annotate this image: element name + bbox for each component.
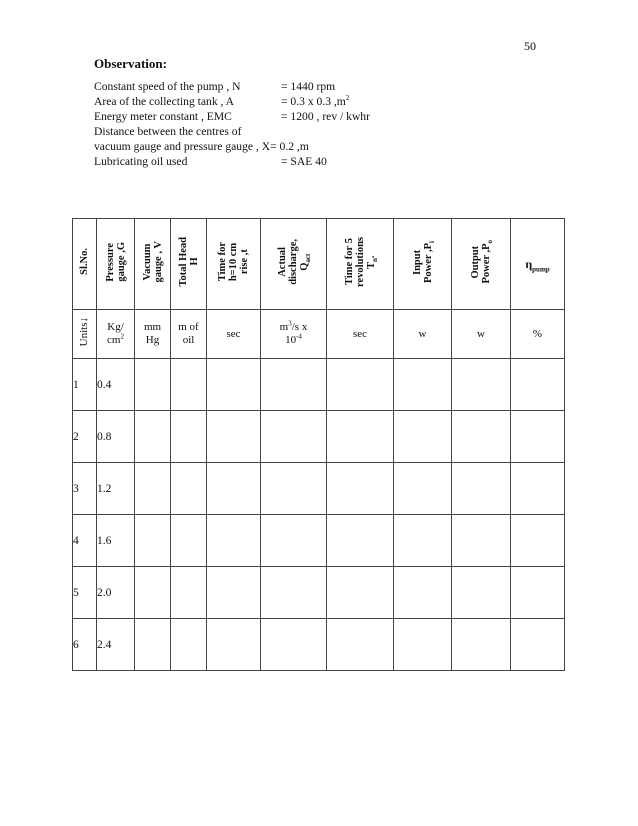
obs-emc-label: Energy meter constant , EMC [94,110,232,123]
cell-empty [171,359,207,411]
header-total-head: Total Head H [171,219,207,310]
unit-input: w [394,310,452,359]
cell-empty [327,463,394,515]
cell-empty [452,567,511,619]
cell-empty [261,411,327,463]
cell-slno: 4 [73,515,97,567]
obs-oil-value: = SAE 40 [281,155,327,168]
cell-pressure: 0.4 [97,359,135,411]
cell-slno: 6 [73,619,97,671]
obs-area-label: Area of the collecting tank , A [94,95,235,108]
cell-empty [511,567,565,619]
cell-empty [135,619,171,671]
cell-empty [207,515,261,567]
cell-empty [394,619,452,671]
cell-empty [452,619,511,671]
cell-pressure: 2.4 [97,619,135,671]
obs-emc-value: = 1200 , rev / kwhr [281,110,370,123]
page-number: 50 [524,39,536,53]
cell-empty [394,567,452,619]
cell-empty [261,463,327,515]
header-efficiency: $\eta_{pump}$ [511,219,565,310]
cell-empty [207,567,261,619]
cell-empty [207,619,261,671]
obs-distance-label: Distance between the centres of [94,125,242,138]
table-row [73,411,565,463]
cell-empty [261,359,327,411]
table-row [73,463,565,515]
cell-empty [394,359,452,411]
cell-slno: 2 [73,411,97,463]
header-vacuum: Vacuum gauge , V [135,219,171,310]
unit-head: m of oil [171,310,207,359]
cell-empty [511,359,565,411]
observation-heading: Observation: [94,56,167,71]
header-input-power: Input Power $,P_i$ [394,219,452,310]
unit-output: w [452,310,511,359]
cell-empty [207,359,261,411]
cell-pressure: 1.2 [97,463,135,515]
cell-empty [511,411,565,463]
cell-empty [452,515,511,567]
cell-empty [511,619,565,671]
cell-empty [135,515,171,567]
cell-pressure: 1.6 [97,515,135,567]
cell-empty [135,463,171,515]
cell-empty [327,515,394,567]
cell-empty [171,411,207,463]
cell-empty [452,463,511,515]
cell-empty [394,463,452,515]
cell-empty [452,359,511,411]
cell-empty [135,359,171,411]
cell-empty [394,515,452,567]
table-row [73,359,565,411]
obs-oil-label: Lubricating oil used [94,155,188,168]
cell-empty [207,463,261,515]
cell-slno: 5 [73,567,97,619]
cell-empty [511,515,565,567]
header-time5: Time for 5 revolutions $T_n$. [327,219,394,310]
unit-vacuum: mm Hg [135,310,171,359]
observation-table [72,218,565,671]
obs-distance-value: vacuum gauge and pressure gauge , X= 0.2 ,m [94,140,309,153]
unit-discharge: $m^3/s$ x $10^{-4}$ [261,310,327,359]
cell-empty [261,567,327,619]
header-discharge: Actual discharge, $Q_{act}$ [261,219,327,310]
table-row [73,567,565,619]
cell-empty [327,567,394,619]
obs-speed-label: Constant speed of the pump , N [94,80,241,93]
cell-empty [135,567,171,619]
header-pressure: Pressure gauge ,G [97,219,135,310]
cell-empty [135,411,171,463]
cell-empty [171,463,207,515]
cell-empty [394,411,452,463]
cell-empty [511,463,565,515]
obs-speed-value: = 1440 rpm [281,80,336,93]
header-row [73,219,565,310]
unit-time: sec [207,310,261,359]
cell-empty [327,359,394,411]
cell-empty [452,411,511,463]
obs-area-value: = 0.3 x 0.3 $,m^2$ [281,94,350,108]
cell-empty [171,619,207,671]
cell-empty [261,619,327,671]
units-label: Units↓ [73,310,97,359]
header-slno: Sl.No. [73,219,97,310]
header-output-power: Output Power $,P_o$ [452,219,511,310]
cell-pressure: 2.0 [97,567,135,619]
unit-efficiency: % [511,310,565,359]
header-time: Time for h=10 cm rise ,t [207,219,261,310]
table-row [73,619,565,671]
cell-empty [327,619,394,671]
unit-pressure: Kg/ $cm^2$ [97,310,135,359]
table-row [73,515,565,567]
cell-slno: 1 [73,359,97,411]
cell-slno: 3 [73,463,97,515]
cell-empty [327,411,394,463]
cell-empty [207,411,261,463]
units-row [73,310,565,359]
cell-empty [171,567,207,619]
cell-empty [171,515,207,567]
unit-time5: sec [327,310,394,359]
cell-pressure: 0.8 [97,411,135,463]
cell-empty [261,515,327,567]
